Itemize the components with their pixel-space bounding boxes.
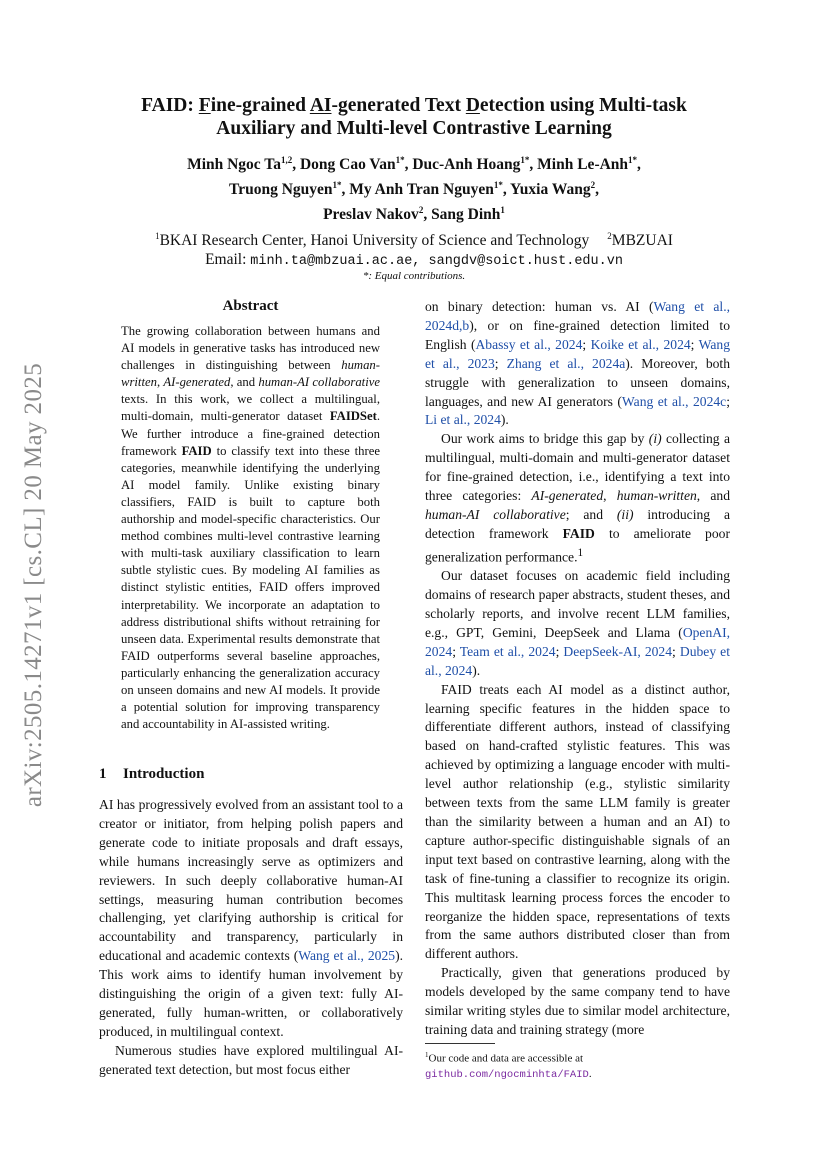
abstract-heading: Abstract (222, 298, 279, 314)
author-affiliation-mark: 1* (332, 180, 342, 191)
author-name: Dong Cao Van$^{1*}$ (299, 155, 405, 174)
intro-paragraph: FAID treats each AI model as a distinct author, learning specific features in the hidden space to differentiate different authors, instead of classifying based on hand-crafted stylistic features. This was achieved by optimizing a language encoder with multi-level author relationship (e.g., stylistic similarity between texts from the same LLM family is greater than the similarity between a human and an AI) to capture author-specific distinguishable signals of an input text based on contrastive learning, along with the task of fine-tuning a classifier to recognize its origin. This multitask learning process forces the encoder to reorganize the hidden space, representations of texts from the same authors distributed closer than from different authors. (425, 681, 730, 962)
author-name: My Anh Tran Nguyen$^{1*}$ (349, 180, 503, 199)
paper-title (100, 94, 728, 140)
author-affiliation-mark: 1* (493, 180, 503, 191)
title-underline-ai: AI (309, 95, 332, 116)
footnote-end: . (588, 1067, 592, 1080)
footnote (425, 1048, 730, 1083)
author-name: Duc-Anh Hoang$^{1*}$ (412, 155, 530, 174)
aff1-mark: 1 (155, 231, 160, 241)
author-affiliation-mark: 1 (500, 205, 505, 216)
arxiv-stamp (14, 345, 54, 825)
author-list: Minh Ngoc Ta$^{1,2}$, Dong Cao Van$^{1*}$, Duc-Anh Hoang$^{1*}$, Minh Le-Anh$^{1*}$, Truong Nguyen$^{1*}$, My Anh Tran Nguyen$^{1*}$, Yuxia Wang$^2$, Preslav Nakov$^2$, Sang Dinh$^1$ (187, 155, 641, 224)
intro-paragraph: Our dataset focuses on academic field including domains of research paper abstracts, student theses, and scholarly reports, and involve recent LLM families, e.g., GPT, Gemini, DeepSeek and Llama (OpenAI, 2024; Team et al., 2024; DeepSeek-AI, 2024; Dubey et al., 2024). (425, 568, 730, 678)
author-name: Preslav Nakov$^2$ (323, 205, 424, 224)
intro-left-column (99, 796, 403, 1080)
equal-contribution-note: *: Equal contributions. (362, 270, 466, 282)
section-title: Introduction (123, 766, 205, 782)
footnote-link[interactable]: github.com/ngocminhta/FAID (425, 1068, 589, 1081)
intro-paragraph: Our work aims to bridge this gap by (i) collecting a multilingual, multi-domain and multi-generator dataset for fine-grained detection, i.e., identifying a text into three categories: AI-generated, human-written, and human-AI collaborative; and (ii) introducing a detection framework FAID to ameliorate poor generalization performance.$^1$ (425, 431, 731, 565)
affiliation-line (100, 227, 728, 250)
author-name: Truong Nguyen$^{1*}$ (229, 180, 342, 199)
author-affiliation-mark: 1* (520, 155, 530, 165)
section-number: 1 (99, 766, 107, 782)
author-affiliation-mark: 1* (395, 155, 405, 165)
author-name: Yuxia Wang$^2$ (510, 180, 596, 199)
abstract-body: The growing collaboration between humans and AI models in generative tasks has introduced new challenges in distinguishing between human-written, AI-generated, and human-AI collaborative texts. In this work, we collect a multilingual, multi-domain, multi-generator dataset FAIDSet. We further introduce a fine-grained detection framework FAID to classify text into these three categories, meanwhile identifying the underlying AI model family. Unlike existing binary classifiers, FAID is built to capture both authorship and model-specific characteristics. Our method combines multi-level contrastive learning with multi-task auxiliary classification to learn subtle stylistic cues. By modeling AI families as distinct stylistic entities, FAID offers improved interpretability. We incorporate an adaptation to address distributional shifts without retraining for unseen data. Experimental results demonstrate that FAID outperforms several baseline approaches, particularly enhancing the generalization accuracy on unseen domains and new AI models. It provide a potential solution for improving transparency and accountability in AI-assisted writing. (121, 324, 380, 732)
email-line (100, 250, 728, 271)
intro-paragraph: Practically, given that generations produced by models developed by the same company tend to have similar writing styles due to similar model architecture, training data and training strategy (more (425, 965, 730, 1037)
title-line-1: FAID: Fine-grained AI-generated Text Detection using Multi-task (141, 95, 687, 116)
intro-right-column (425, 298, 730, 1040)
author-name: Minh Ngoc Ta$^{1,2}$ (187, 155, 293, 174)
affiliation-2: MBZUAI (611, 232, 673, 250)
arxiv-stamp-text: arXiv:2505.14271v1 [cs.CL] 20 May 2025 (20, 362, 47, 808)
intro-paragraph: Numerous studies have explored multilingual AI-generated text detection, but most focus either (99, 1042, 403, 1077)
title-underline-f: F (198, 95, 211, 116)
title-underline-d: D (465, 95, 480, 116)
intro-paragraph: AI has progressively evolved from an assistant tool to a creator or initiator, from helping polish papers and generate code to initiate proposals and draft essays, while humans increasingly serve as optimizers and reviewers. In such deeply collaborative human-AI settings, measuring human contribution becomes challenging, yet clarifying authorship is critical for accountability and transparency, particularly in educational and academic contexts (Wang et al., 2025). This work aims to identify human involvement by distinguishing the origin of a given text: fully AI-generated, fully human-written, or collaboratively produced, in multilingual context. (99, 797, 403, 1039)
author-affiliation-mark: 2 (418, 205, 424, 216)
author-affiliation-mark: 1* (628, 155, 638, 165)
email-addresses[interactable]: minh.ta@mbzuai.ac.ae, sangdv@soict.hust.edu.vn (250, 254, 623, 270)
affiliation-1: BKAI Research Center, Hanoi University of Science and Technology (159, 232, 590, 250)
author-affiliation-mark: 2 (590, 180, 596, 191)
footnote-rule (425, 1043, 495, 1044)
author-affiliation-mark: 1,2 (280, 155, 293, 165)
author-name: Sang Dinh$^1$ (431, 205, 505, 224)
affiliations (100, 227, 728, 271)
email-label: Email: (205, 251, 247, 269)
footnote-text: Our code and data are accessible at (428, 1052, 584, 1065)
footnote-mark: 1 (425, 1051, 429, 1059)
intro-paragraph: on binary detection: human vs. AI (Wang et al., 2024d,b), or on fine-grained detection limited to English (Abassy et al., 2024; Koike et al., 2024; Wang et al., 2023; Zhang et al., 2024a). Moreover, both struggle with generalization to unseen domains, languages, and new AI generators (Wang et al., 2024c; Li et al., 2024). (425, 299, 730, 428)
title-line-2: Auxiliary and Multi-level Contrastive Learning (216, 118, 612, 139)
aff2-mark: 2 (607, 231, 612, 241)
section-heading-introduction (99, 766, 399, 783)
author-name: Minh Le-Anh$^{1*}$ (537, 155, 638, 174)
